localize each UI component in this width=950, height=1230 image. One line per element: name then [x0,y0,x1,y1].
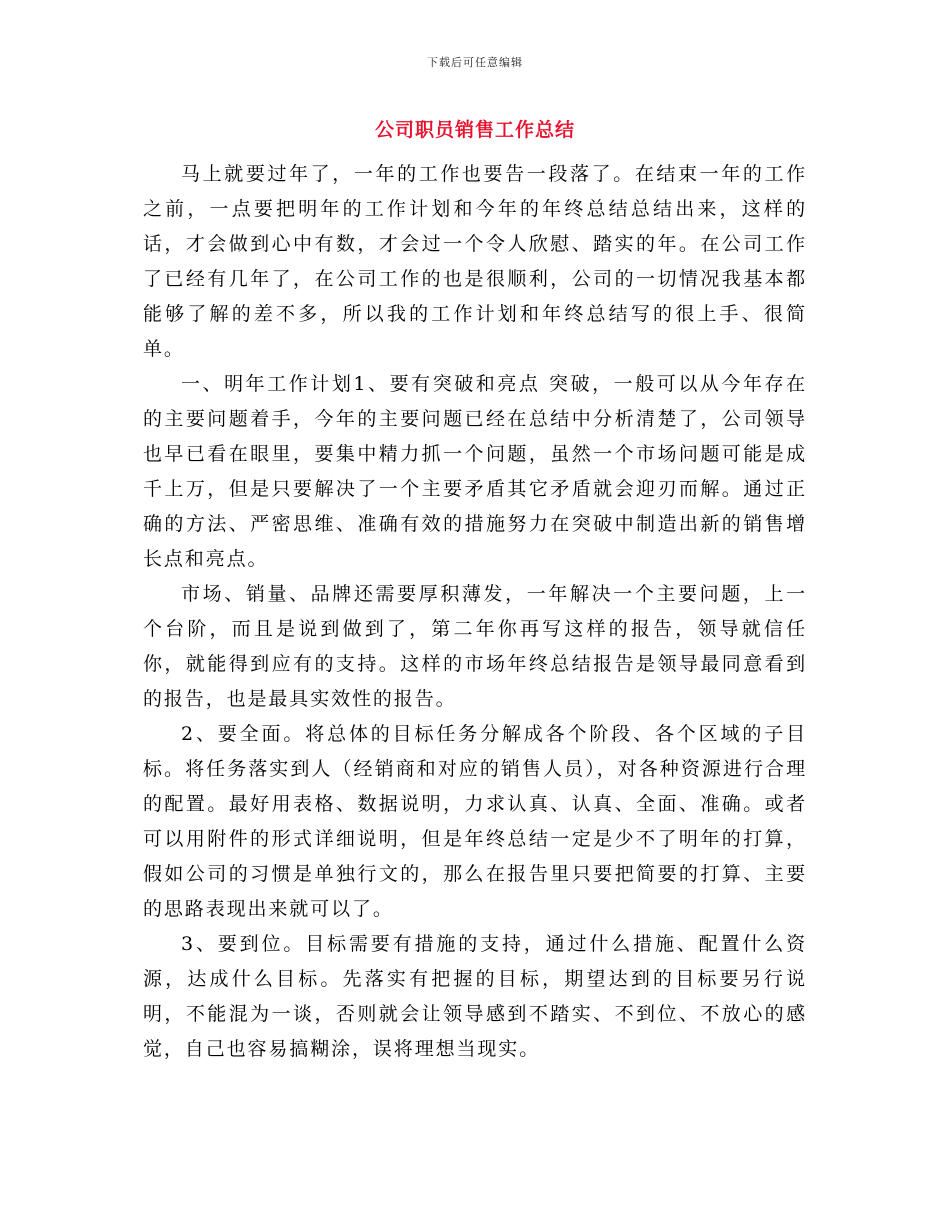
paragraph-plan-breakthrough: 一、明年工作计划1、要有突破和亮点 突破，一般可以从今年存在的主要问题着手，今年的主要问题已经在总结中分析清楚了，公司领导也早已看在眼里，要集中精力抓一个问题，虽然一个市场问题可能是成千上万，但是只要解决了一个主要矛盾其它矛盾就会迎刃而解。通过正确的方法、严密思维、准确有效的措施努力在突破中制造出新的销售增长点和亮点。 [143,373,807,570]
document-body [143,157,807,1067]
document-title: 公司职员销售工作总结 [374,119,575,141]
paragraph-in-place: 3、要到位。目标需要有措施的支持，通过什么措施、配置什么资源，达成什么目标。先落实有把握的目标，期望达到的目标要另行说明，不能混为一谈，否则就会让领导感到不踏实、不到位、不放心的感觉，自己也容易搞糊涂，误将理想当现实。 [143,933,807,1060]
paragraph-comprehensive: 2、要全面。将总体的目标任务分解成各个阶段、各个区域的子目标。将任务落实到人（经销商和对应的销售人员），对各种资源进行合理的配置。最好用表格、数据说明，力求认真、认真、全面、准确。或者可以用附件的形式详细说明，但是年终总结一定是少不了明年的打算，假如公司的习惯是单独行文的，那么在报告里只要把简要的打算、主要的思路表现出来就可以了。 [143,723,807,920]
paragraph-market-sales-brand: 市场、销量、品牌还需要厚积薄发，一年解决一个主要问题，上一个台阶，而且是说到做到了，第二年你再写这样的报告，领导就信任你，就能得到应有的支持。这样的市场年终总结报告是领导最同意看到的报告，也是最具实效性的报告。 [143,583,807,710]
page-header: 下载后可任意编辑 [427,56,523,69]
paragraph-intro: 马上就要过年了，一年的工作也要告一段落了。在结束一年的工作之前，一点要把明年的工作计划和今年的年终总结总结出来，这样的话，才会做到心中有数，才会过一个令人欣慰、踏实的年。在公司工作了已经有几年了，在公司工作的也是很顺利，公司的一切情况我基本都能够了解的差不多，所以我的工作计划和年终总结写的很上手、很简单。 [143,163,807,360]
